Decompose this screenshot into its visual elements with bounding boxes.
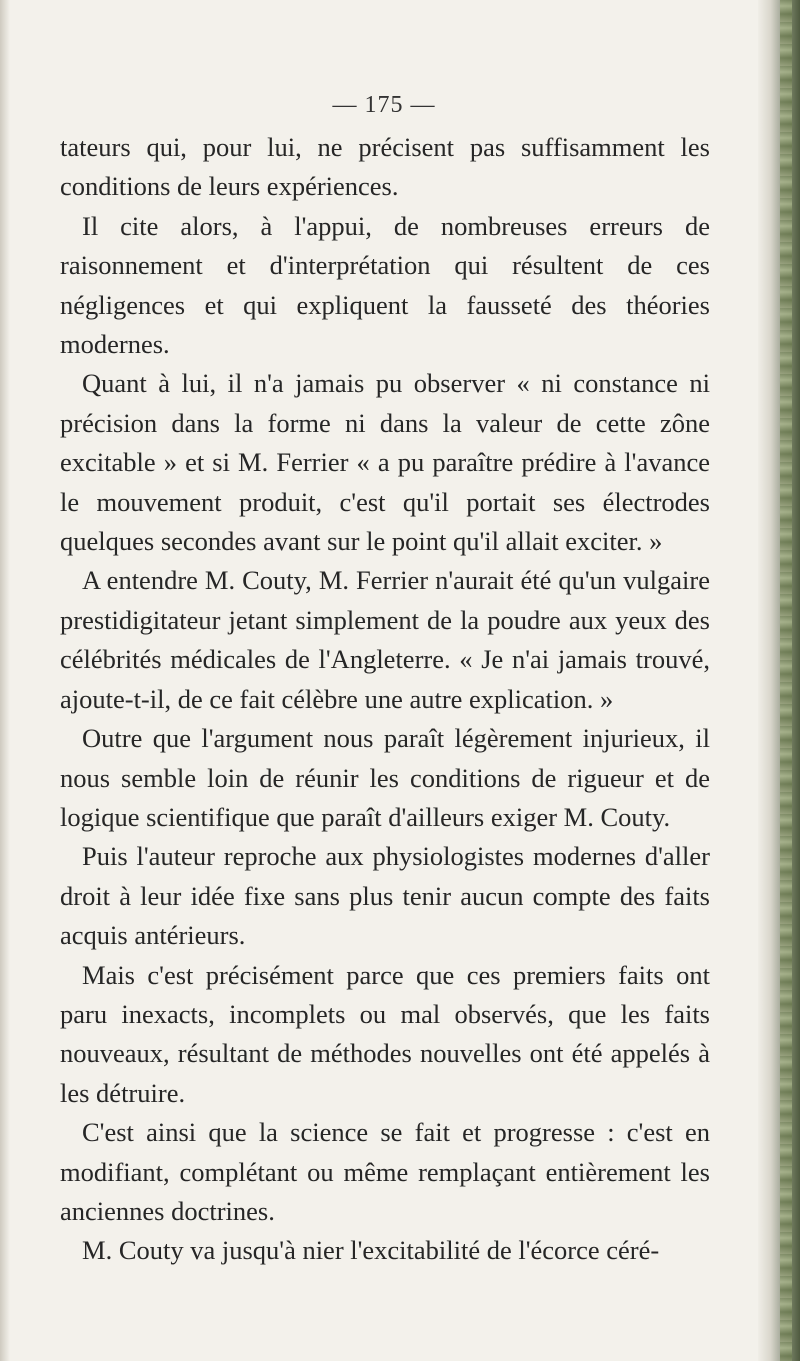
paragraph-8: C'est ainsi que la science se fait et progresse : c'est en modifiant, complétant ou même remplaçant entièrement les anciennes doctrines. bbox=[60, 1117, 710, 1226]
paragraph-2: Il cite alors, à l'appui, de nombreuses erreurs de raisonnement et d'interprétation qui résultent de ces négligences et qui expliquent la fausseté des théories modernes. bbox=[60, 210, 710, 360]
paragraph-4: A entendre M. Couty, M. Ferrier n'aurait été qu'un vulgaire prestidigitateur jetant simplement de la poudre aux yeux des célébrités médicales de l'Angleterre. « Je n'ai jamais trouvé, ajoute-t-il, de ce fait célèbre une autre explication. » bbox=[60, 565, 710, 714]
paragraph-1: tateurs qui, pour lui, ne précisent pas suffisamment les conditions de leurs expériences. bbox=[60, 132, 710, 202]
page-right-edge bbox=[758, 0, 800, 1361]
paragraph-9: M. Couty va jusqu'à nier l'excitabilité de l'écorce céré- bbox=[82, 1235, 660, 1266]
paragraph-6: Puis l'auteur reproche aux physiologistes modernes d'aller droit à leur idée fixe sans plus tenir aucun compte des faits acquis antérieurs. bbox=[60, 841, 710, 951]
page-edge-texture bbox=[780, 0, 792, 1361]
body-text bbox=[60, 128, 710, 1271]
paragraph-5: Outre que l'argument nous paraît légèrement injurieux, il nous semble loin de réunir les conditions de rigueur et de logique scientifique que paraît d'ailleurs exiger M. Couty. bbox=[60, 723, 710, 832]
page-number-header: — 175 — bbox=[332, 92, 436, 118]
page-left-shadow bbox=[0, 0, 10, 1361]
paragraph-7: Mais c'est précisément parce que ces premiers faits ont paru inexacts, incomplets ou mal observés, que les faits nouveaux, résultant de méthodes nouvelles ont été appelés à les détruire. bbox=[60, 959, 710, 1108]
paragraph-3: Quant à lui, il n'a jamais pu observer « ni constance ni précision dans la forme ni dans la valeur de cette zône excitable » et si M. Ferrier « a pu paraître prédire à l'avance le mouvement produit, c'est qu'il portait ses électrodes quelques secondes avant sur le point qu'il allait exciter. » bbox=[60, 368, 710, 557]
